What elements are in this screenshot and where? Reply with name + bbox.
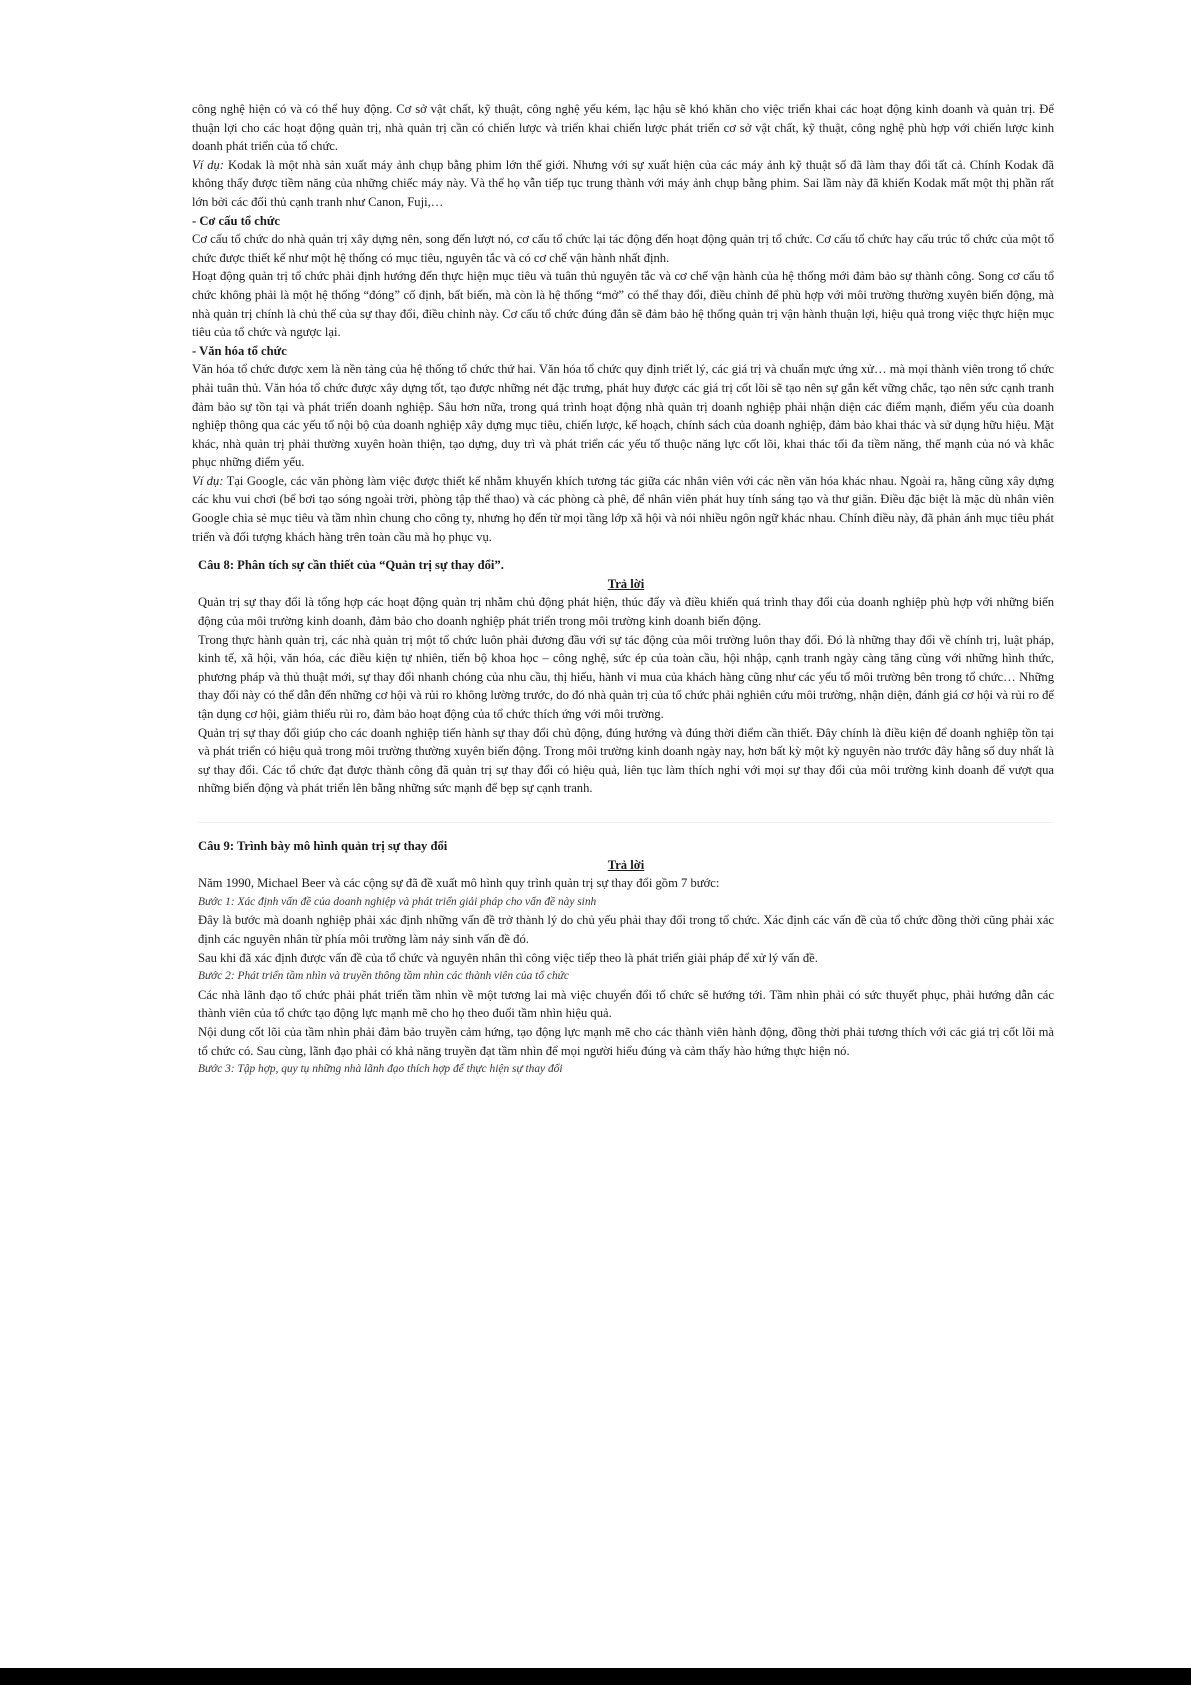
paragraph-org-structure-2: Hoạt động quản trị tổ chức phải định hướng đến thực hiện mục tiêu và tuân thủ nguyên tắc và cơ chế vận hành của hệ thống mới đảm bảo sự thành công. Song cơ cấu tổ chức không phải là một hệ thống “đóng” cố định, bất biến, mà còn là hệ thống “mở” có thể thay đổi, điều chỉnh để phù hợp với môi trường thường xuyên biến động, mà nhà quản trị chính là chủ thể của sự thay đổi, điều chỉnh này. Cơ cấu tổ chức đúng đắn sẽ đảm bảo hệ thống quản trị vận hành thuận lợi, hiệu quả trong việc thực hiện mục tiêu của tổ chức và ngược lại. xyxy=(192,269,1054,340)
q9-paragraph-4: Các nhà lãnh đạo tổ chức phải phát triển tầm nhìn về một tương lai mà việc chuyển đổi tổ chức sẽ hướng tới. Tầm nhìn phải có sức thuyết phục, phải hướng dẫn các thành viên của tổ chức tạo động lực mạnh mẽ cho họ theo đuổi tầm nhìn hiệu quả. xyxy=(198,987,1054,1021)
question-8-section xyxy=(192,556,1054,798)
question-8-title: Câu 8: Phân tích sự cần thiết của “Quản trị sự thay đổi”. xyxy=(198,558,504,573)
question-9-title: Câu 9: Trình bày mô hình quản trị sự thay đổi xyxy=(198,838,448,853)
q8-paragraph-2: Trong thực hành quản trị, các nhà quản trị một tổ chức luôn phải đương đầu với sự tác động của môi trường luôn thay đổi. Đó là những thay đổi về chính trị, luật pháp, kinh tế, xã hội, văn hóa, các điều kiện tự nhiên, tiến bộ khoa học – công nghệ, sức ép của toàn cầu, hội nhập, cạnh tranh ngày càng tăng cùng với những hình thức, phương pháp và thủ thuật mới, sự thay đổi nhanh chóng của nhu cầu, thị hiếu, hành vi mua của khách hàng cũng như các yếu tố môi trường bên trong tổ chức… Những thay đổi này có thể dẫn đến những cơ hội và rủi ro không lường trước, do đó nhà quản trị của tổ chức phải nghiên cứu môi trường, nhận diện, đánh giá cơ hội và rủi ro để tận dụng cơ hội, giảm thiểu rủi ro, đảm bảo hoạt động của tổ chức thích ứng với môi trường. xyxy=(198,632,1054,721)
heading-org-structure: - Cơ cấu tổ chức xyxy=(192,213,280,228)
bottom-black-bar xyxy=(0,1668,1191,1685)
q8-paragraph-1: Quản trị sự thay đổi là tổng hợp các hoạt động quản trị nhằm chủ động phát hiện, thúc đẩy và điều khiển quá trình thay đổi của doanh nghiệp phù hợp với những biến động của môi trường kinh doanh, đảm bảo cho doanh nghiệp phát triển trong môi trường kinh doanh biến động. xyxy=(198,595,1054,629)
paragraph-org-structure-1: Cơ cấu tổ chức do nhà quản trị xây dựng nên, song đến lượt nó, cơ cấu tổ chức lại tác động đến hoạt động quản trị tổ chức. Cơ cấu tổ chức hay cấu trúc tổ chức của một tổ chức được thiết kế như một hệ thống có mục tiêu, nguyên tắc và có cơ chế vận hành nhất định. xyxy=(192,232,1054,265)
section-divider xyxy=(198,822,1054,823)
intro-section xyxy=(192,100,1054,546)
q9-paragraph-5: Nội dung cốt lõi của tầm nhìn phải đảm bảo truyền cảm hứng, tạo động lực mạnh mẽ cho các thành viên hành động, đồng thời phải tương thích với các giá trị cốt lõi mà tổ chức có. Sau cùng, lãnh đạo phải có khả năng truyền đạt tầm nhìn để mọi người hiểu đúng và cảm thấy hào hứng thực hiện nó. xyxy=(198,1024,1054,1058)
q9-paragraph-2: Đây là bước mà doanh nghiệp phải xác định những vấn đề trở thành lý do chủ yếu phải thay đổi trong tổ chức. Xác định các vấn đề của tổ chức đồng thời cũng phải xác định các nguyên nhân từ phía môi trường làm nảy sinh vấn đề đó. xyxy=(198,913,1054,946)
example-text: Kodak là một nhà sản xuất máy ảnh chụp bằng phim lớn thế giới. Nhưng với sự xuất hiện của các máy ảnh kỹ thuật số đã làm thay đổi tất cả. Chính Kodak đã không thấy được tiềm năng của những chiếc máy này. Và thế họ vẫn tiếp tục trung thành với máy ảnh chụp bằng phim. Sai lầm này đã khiến Kodak mất một thị phần rất lớn bởi các đối thủ cạnh tranh như Canon, Fuji,… xyxy=(192,157,1054,209)
q9-paragraph-3: Sau khi đã xác định được vấn đề của tổ chức và nguyên nhân thì công việc tiếp theo là phát triển giải pháp để xử lý vấn đề. xyxy=(198,950,818,965)
answer-label-q8: Trả lời xyxy=(607,576,645,591)
q8-paragraph-3: Quản trị sự thay đổi giúp cho các doanh nghiệp tiến hành sự thay đổi chủ động, đúng hướng và đúng thời điểm cần thiết. Đây chính là điều kiện để doanh nghiệp tồn tại và phát triển có hiệu quả trong môi trường thường xuyên biến động. Trong môi trường kinh doanh ngày nay, hơn bất kỳ một kỳ nguyên nào trước đây hằng số duy nhất là sự thay đổi. Các tổ chức đạt được thành công đã quản trị sự thay đổi có hiệu quả, liên tục làm thích nghi với mọi sự thay đổi của môi trường kinh doanh để vượt qua những biến động và phát triển lên bằng những sức mạnh để bẹp sự cạnh tranh. xyxy=(198,725,1054,796)
intro-paragraph-technology: công nghệ hiện có và có thể huy động. Cơ sở vật chất, kỹ thuật, công nghệ yếu kém, lạc hậu sẽ khó khăn cho việc triển khai các hoạt động kinh doanh và quản trị. Để thuận lợi cho các hoạt động quản trị, nhà quản trị cần có chiến lược và triển khai chiến lược phát triển cơ sở vật chất, kỹ thuật, công nghệ phù hợp với chiến lược kinh doanh phát triển của tổ chức. xyxy=(192,102,1054,154)
example-google xyxy=(192,472,1054,546)
q9-step-2: Bước 2: Phát triển tầm nhìn và truyền thông tầm nhìn các thành viên của tổ chức xyxy=(198,970,569,983)
q9-step-3: Bước 3: Tập hợp, quy tụ những nhà lãnh đạo thích hợp để thực hiện sự thay đổi xyxy=(198,1063,563,1076)
q9-paragraph-1: Năm 1990, Michael Beer và các cộng sự đã đề xuất mô hình quy trình quản trị sự thay đổi gồm 7 bước: xyxy=(198,876,720,891)
answer-label-q9: Trả lời xyxy=(607,857,645,872)
example-label: Ví dụ: xyxy=(192,157,224,172)
example-text: Tại Google, các văn phòng làm việc được thiết kế nhằm khuyến khích tương tác giữa các nhân viên với các nền văn hóa khác nhau. Ngoài ra, hãng cũng xây dựng các khu vui chơi (bể bơi tạo sóng ngoài trời, phòng tập thể thao) và các phòng cà phê, để nhân viên phát huy tính sáng tạo và thư giãn. Điều đặc biệt là mặc dù nhân viên Google chia sẻ mục tiêu và tầm nhìn chung cho công ty, nhưng họ đến từ mọi tầng lớp xã hội và nói nhiều ngôn ngữ khác nhau. Chính điều này, đã phản ánh mục tiêu phát triển và đối tượng khách hàng trên toàn cầu mà họ phục vụ. xyxy=(192,473,1054,544)
example-kodak xyxy=(192,156,1054,212)
document-page xyxy=(192,100,1054,1079)
question-9-section xyxy=(192,837,1054,1079)
heading-org-culture: - Văn hóa tổ chức xyxy=(192,343,287,358)
q9-step-1: Bước 1: Xác định vấn đề của doanh nghiệp và phát triển giải pháp cho vấn đề này sinh xyxy=(198,895,597,908)
paragraph-org-culture: Văn hóa tổ chức được xem là nền tảng của hệ thống tổ chức thứ hai. Văn hóa tổ chức quy định triết lý, các giá trị và chuẩn mực ứng xử… mà mọi thành viên trong tổ chức phải tuân thủ. Văn hóa tổ chức được xây dựng tốt, tạo được những nét đặc trưng, phát huy được các giá trị cốt lõi sẽ tạo nên sự gắn kết vững chắc, tạo nên sức cạnh tranh đảm bảo sự tồn tại và phát triển doanh nghiệp. Sâu hơn nữa, trong quá trình hoạt động nhà quản trị doanh nghiệp phải nhận diện các điểm mạnh, điểm yếu của doanh nghiệp thông qua các yếu tố nội bộ của doanh nghiệp xây dựng mục tiêu, chiến lược, kế hoạch, chính sách của doanh nghiệp, đảm bảo khai thác và sử dụng hữu hiệu. Mặt khác, nhà quản trị phải thường xuyên hoàn thiện, tạo dựng, duy trì và phát triển các yếu tố thuộc năng lực cốt lõi, khai thác tối đa tiềm năng, thế mạnh của nó và khắc phục những điểm yếu. xyxy=(192,362,1054,470)
example-label: Ví dụ: xyxy=(192,473,224,488)
